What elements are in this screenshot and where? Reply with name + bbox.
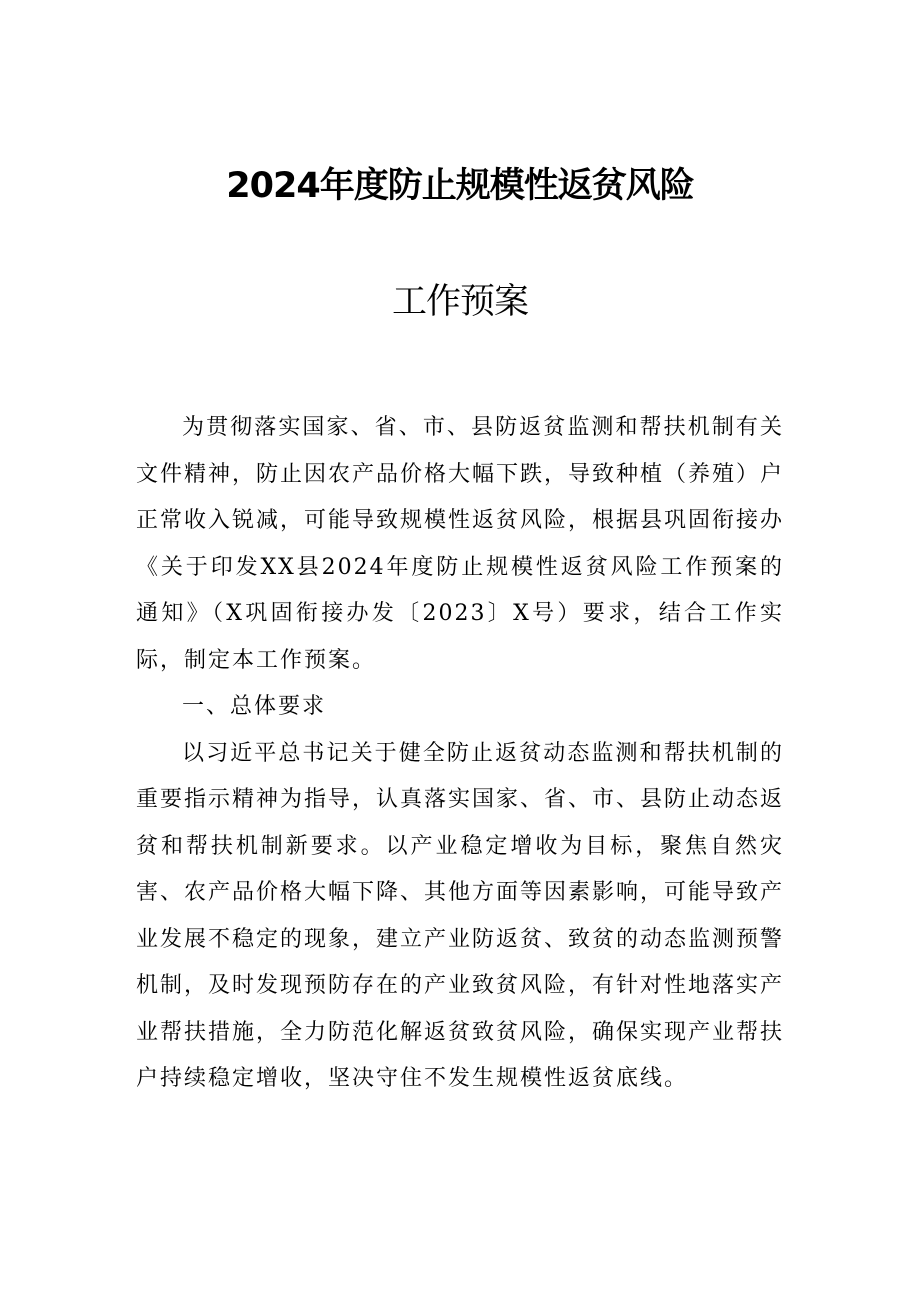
general-requirements-paragraph: 以习近平总书记关于健全防止返贫动态监测和帮扶机制的重要指示精神为指导，认真落实国家、省、市、县防止动态返贫和帮扶机制新要求。以产业稳定增收为目标，聚焦自然灾害、农产品价格大幅下降、其他方面等因素影响，可能导致产业发展不稳定的现象，建立产业防返贫、致贫的动态监测预警机制，及时发现预防存在的产业致贫风险，有针对性地落实产业帮扶措施，全力防范化解返贫致贫风险，确保实现产业帮扶户持续稳定增收，坚决守住不发生规模性返贫底线。 — [136, 740, 785, 1091]
document-body — [136, 405, 784, 1103]
document-title-line-2: 工作预案 — [391, 282, 528, 322]
section-heading-general-requirements: 一、总体要求 — [182, 694, 327, 719]
document-title-line-1: 2024年度防止规模性返贫风险 — [226, 166, 694, 206]
intro-paragraph: 为贯彻落实国家、省、市、县防返贫监测和帮扶机制有关文件精神，防止因农产品价格大幅下跌，导致种植（养殖）户正常收入锐减，可能导致规模性返贫风险，根据县巩固衔接办《关于印发XX县2024年度防止规模性返贫风险工作预案的通知》（X巩固衔接办发〔2023〕X号）要求，结合工作实际，制定本工作预案。 — [136, 415, 785, 673]
